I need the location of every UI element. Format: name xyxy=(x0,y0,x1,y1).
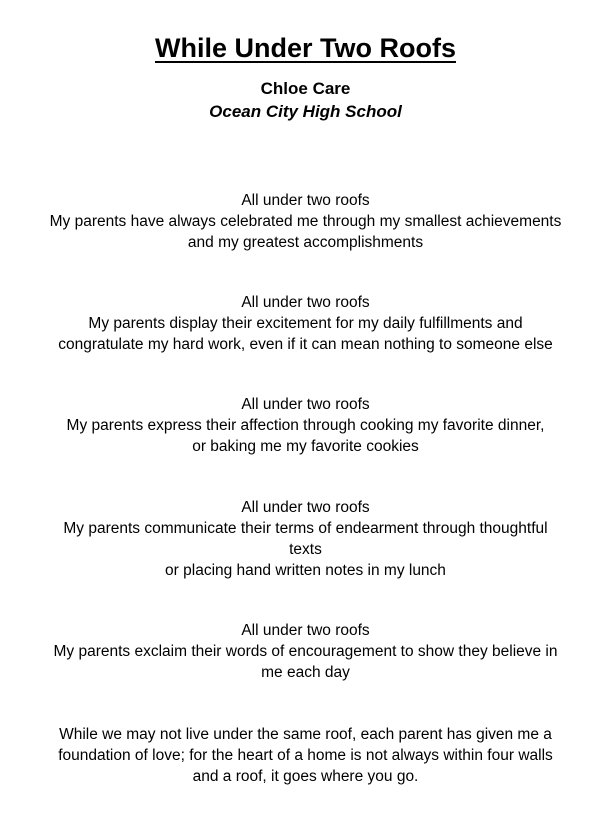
stanza-line: My parents display their excitement for my daily fulfillments and xyxy=(88,315,523,332)
stanza-2 xyxy=(20,292,591,355)
stanza-line: congratulate my hard work, even if it can mean nothing to someone else xyxy=(58,336,553,353)
school-name: Ocean City High School xyxy=(209,102,402,121)
stanza-line: My parents exclaim their words of encouragement to show they believe in xyxy=(53,643,558,660)
stanza-line: and a roof, it goes where you go. xyxy=(192,768,419,785)
stanza-line: or placing hand written notes in my lunch xyxy=(165,562,446,579)
stanza-line: All under two roofs xyxy=(241,622,370,639)
stanza-line: My parents have always celebrated me through my smallest achievements xyxy=(49,213,562,230)
stanza-line: texts xyxy=(289,541,322,558)
stanza-4 xyxy=(20,497,591,581)
stanza-line: While we may not live under the same roof, each parent has given me a xyxy=(59,726,552,743)
stanza-line: or baking me my favorite cookies xyxy=(192,438,419,455)
stanza-line: and my greatest accomplishments xyxy=(187,234,424,251)
stanza-line: foundation of love; for the heart of a home is not always within four walls xyxy=(58,747,553,764)
stanza-line: My parents express their affection through cooking my favorite dinner, xyxy=(66,417,545,434)
stanza-3 xyxy=(20,394,591,457)
stanza-5 xyxy=(20,620,591,683)
stanza-line: me each day xyxy=(261,664,350,681)
closing-stanza xyxy=(20,724,591,787)
stanza-1 xyxy=(20,190,591,253)
stanza-line: My parents communicate their terms of endearment through thoughtful xyxy=(63,520,548,537)
stanza-line: All under two roofs xyxy=(241,294,370,311)
poem-title: While Under Two Roofs xyxy=(155,33,456,63)
stanza-line: All under two roofs xyxy=(241,499,370,516)
stanza-line: All under two roofs xyxy=(241,192,370,209)
author-name: Chloe Care xyxy=(260,79,351,98)
stanza-line: All under two roofs xyxy=(241,396,370,413)
